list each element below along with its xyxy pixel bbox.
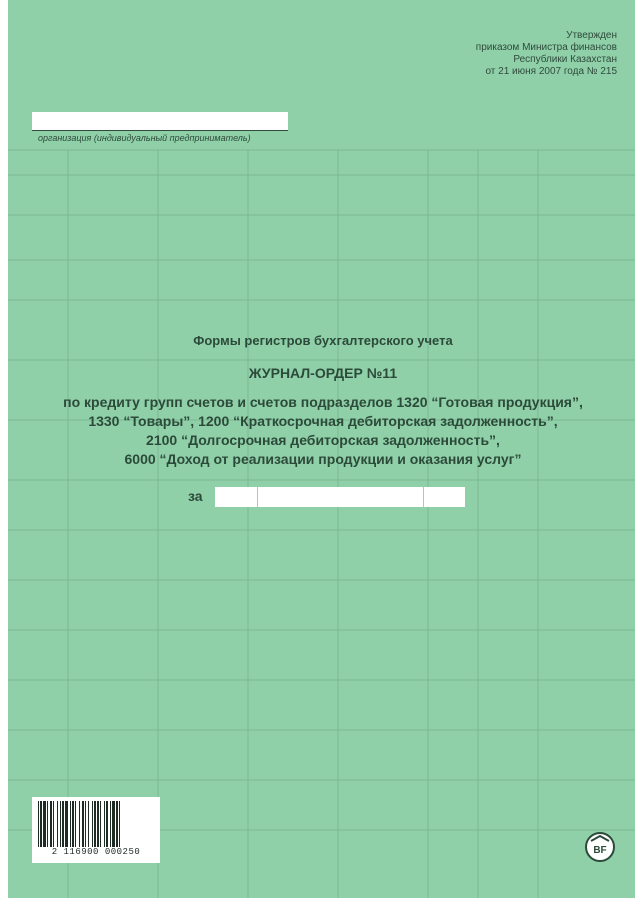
approval-line-2: приказом Министра финансов: [475, 42, 617, 53]
barcode-bars: [38, 801, 154, 847]
period-field[interactable]: [215, 487, 465, 507]
approval-stamp: [476, 30, 617, 78]
subtitle-line-3: 2100 “Долгосрочная дебиторская задолженность”,: [146, 432, 500, 448]
approval-line-3: Республики Казахстан: [513, 54, 617, 65]
approval-line-1: Утвержден: [566, 30, 617, 41]
barcode: [32, 797, 160, 863]
publisher-logo: [584, 831, 616, 863]
publisher-logo-text: BF: [593, 845, 607, 856]
period-field-divider: [257, 487, 258, 507]
subtitle-line-1: по кредиту групп счетов и счетов подразделов 1320 “Готовая продукция”,: [63, 394, 583, 410]
organization-field[interactable]: [32, 112, 288, 130]
form-heading: Формы регистров бухгалтерского учета: [193, 333, 453, 348]
form-sheet: [8, 0, 635, 898]
subtitle-line-2: 1330 “Товары”, 1200 “Краткосрочная дебиторская задолженность”,: [88, 413, 558, 429]
organization-underline: [32, 130, 288, 131]
journal-title: ЖУРНАЛ-ОРДЕР №11: [248, 365, 398, 381]
organization-caption: организация (индивидуальный предприниматель): [38, 133, 251, 143]
period-field-divider: [423, 487, 424, 507]
journal-subtitle: [28, 393, 618, 469]
approval-line-4: от 21 июня 2007 года № 215: [485, 66, 617, 77]
period-label: за: [188, 488, 203, 504]
subtitle-line-4: 6000 “Доход от реализации продукции и оказания услуг”: [124, 451, 522, 467]
barcode-digits: 2 116900 000250: [51, 847, 141, 857]
